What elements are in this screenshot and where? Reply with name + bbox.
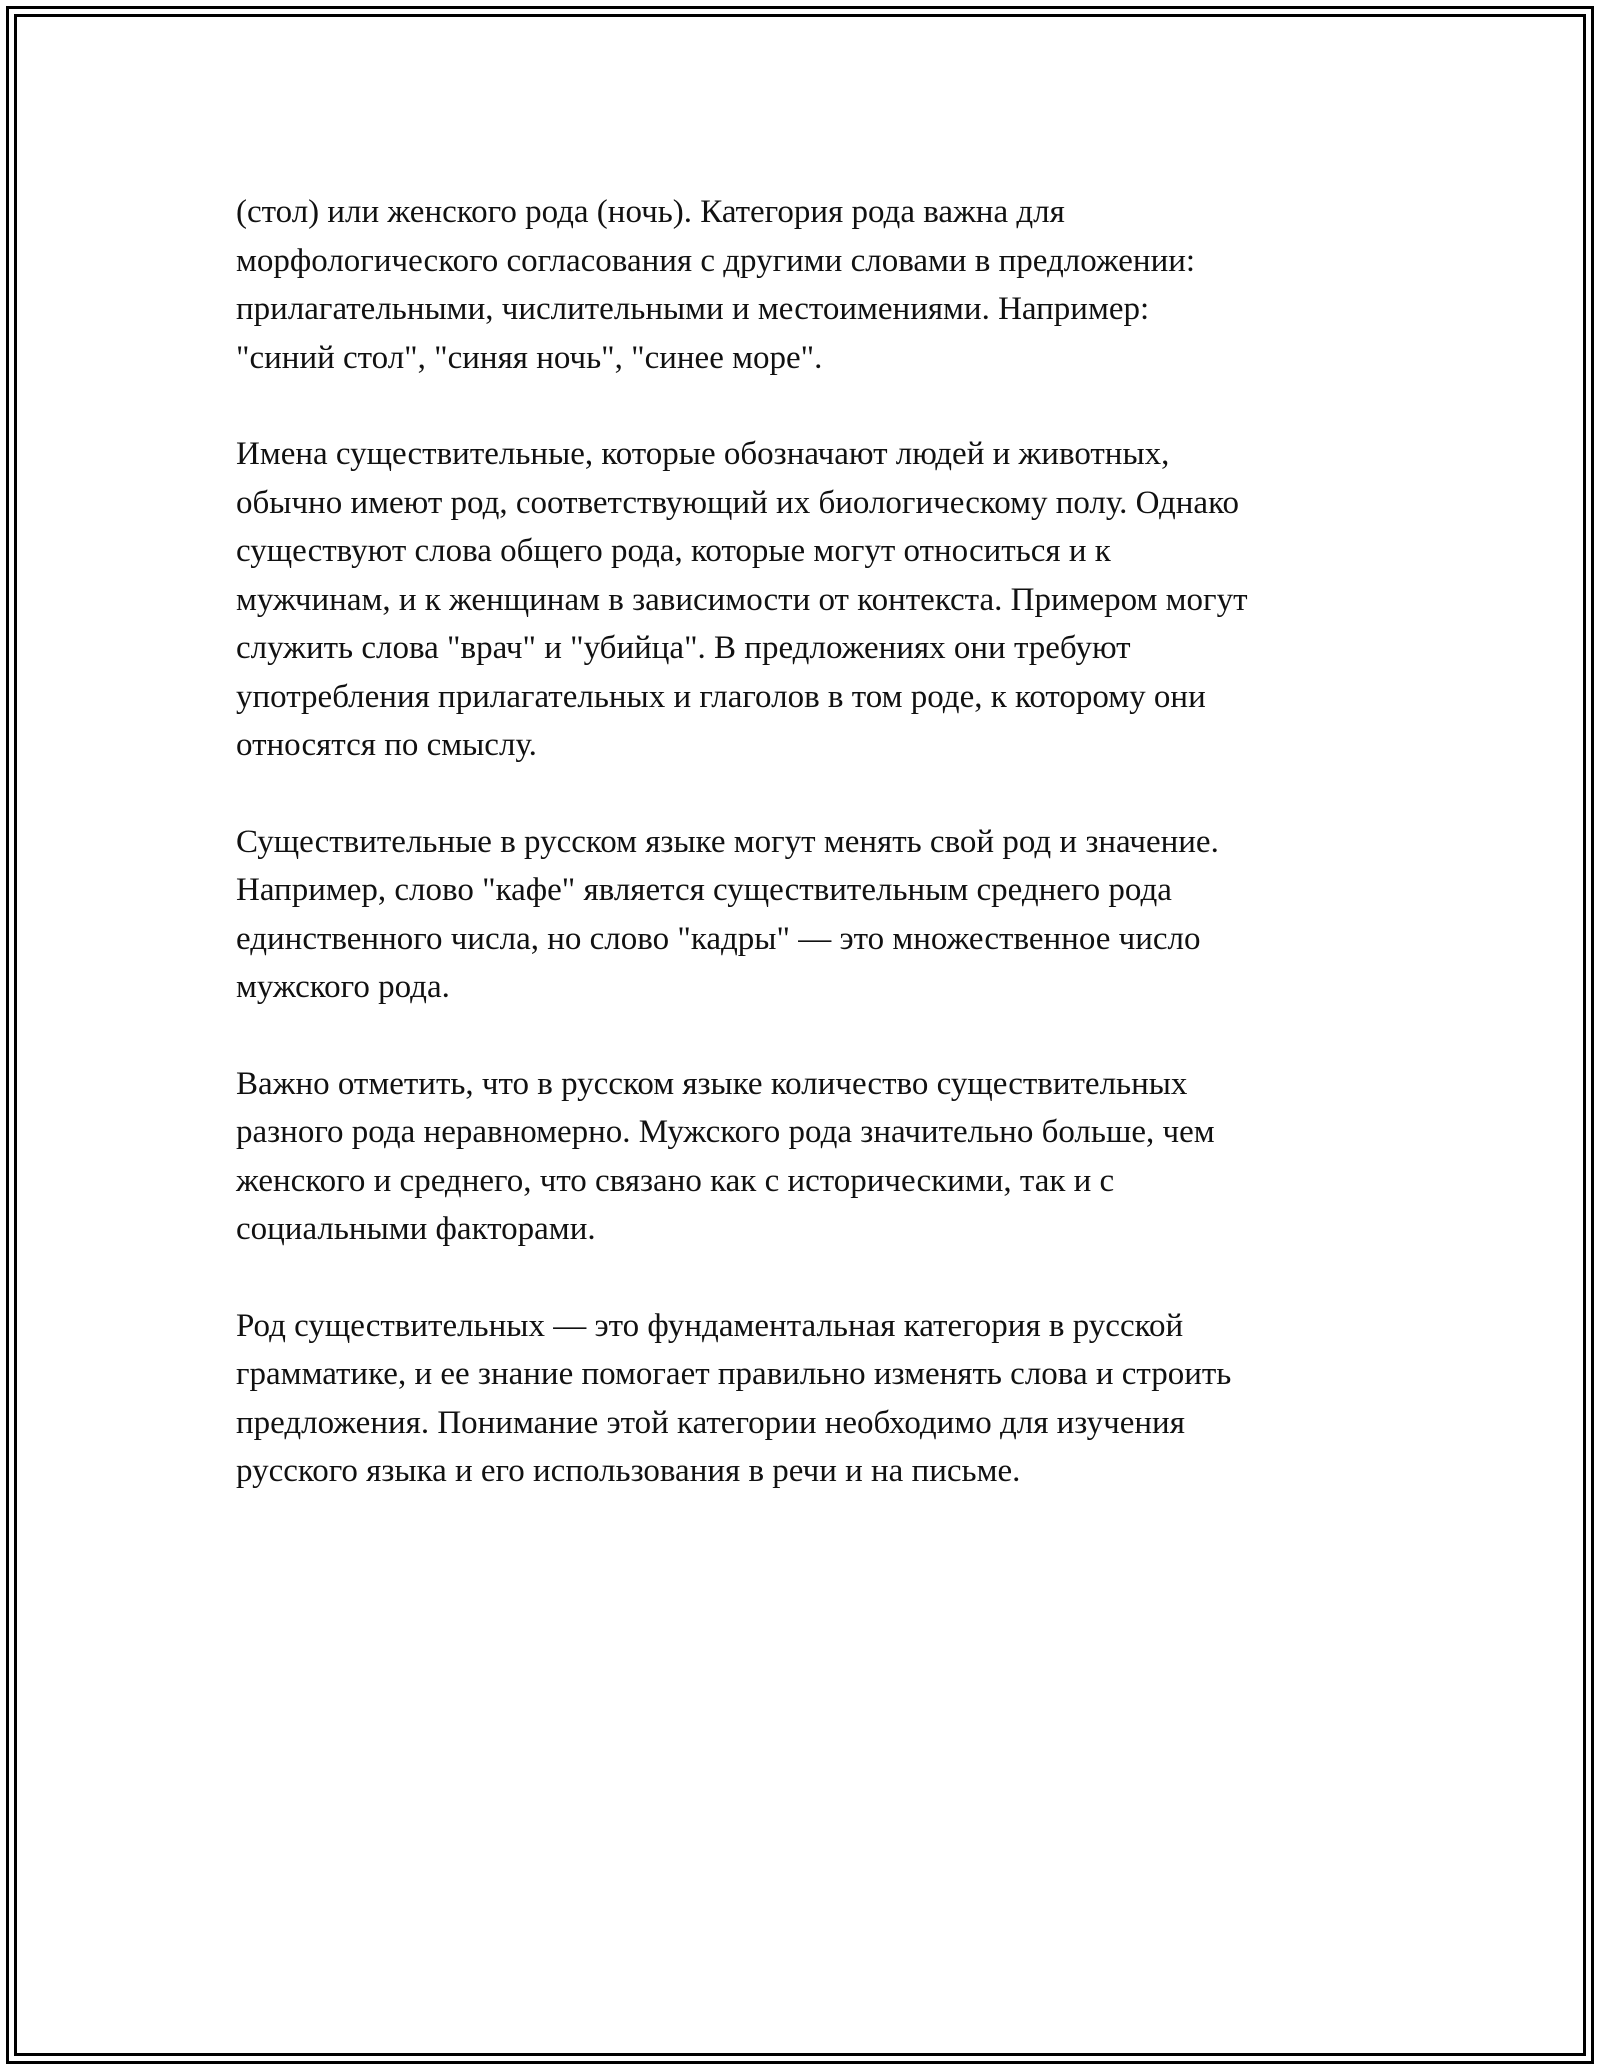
text-line: Существительные в русском языке могут менять свой род и значение. (236, 823, 1219, 860)
text-line: грамматике, и ее знание помогает правильно изменять слова и строить (236, 1356, 1232, 1392)
text-line: Имена существительные, которые обозначают людей и животных, (236, 436, 1170, 472)
text-line: Род существительных — это фундаментальная категория в русской (236, 1307, 1184, 1344)
text-line: существуют слова общего рода, которые могут относиться и к (236, 533, 1111, 569)
text-line: мужчинам, и к женщинам в зависимости от контекста. Примером могут (236, 581, 1248, 618)
text-line: прилагательными, числительными и местоимениями. Например: (236, 291, 1150, 327)
text-line: женского и среднего, что связано как с историческими, так и с (236, 1162, 1115, 1199)
text-line: обычно имеют род, соответствующий их биологическому полу. Однако (236, 484, 1239, 521)
text-line: "синий стол", "синяя ночь", "синее море". (236, 339, 823, 376)
text-line: социальными факторами. (236, 1211, 596, 1247)
paragraph-people-animals (236, 430, 1396, 770)
document-body (236, 188, 1396, 1544)
text-line: русского языка и его использования в речи и на письме. (236, 1453, 1021, 1489)
text-line: мужского рода. (236, 969, 450, 1005)
text-line: разного рода неравномерно. Мужского рода значительно больше, чем (236, 1114, 1215, 1150)
paragraph-conclusion (236, 1302, 1396, 1496)
text-line: предложения. Понимание этой категории необходимо для изучения (236, 1404, 1185, 1441)
paragraph-gender-agreement (236, 188, 1396, 382)
text-line: (стол) или женского рода (ночь). Категория рода важна для (236, 194, 1065, 230)
paragraph-gender-distribution (236, 1060, 1396, 1254)
text-line: единственного числа, но слово "кадры" — это множественное число (236, 920, 1201, 957)
text-line: служить слова "врач" и "убийца". В предложениях они требуют (236, 630, 1131, 666)
text-line: относятся по смыслу. (236, 727, 537, 763)
text-line: Например, слово "кафе" является существительным среднего рода (236, 872, 1172, 908)
text-line: Важно отметить, что в русском языке количество существительных (236, 1065, 1188, 1102)
text-line: морфологического согласования с другими словами в предложении: (236, 242, 1196, 279)
paragraph-gender-change (236, 818, 1396, 1012)
text-line: употребления прилагательных и глаголов в том роде, к которому они (236, 678, 1206, 715)
